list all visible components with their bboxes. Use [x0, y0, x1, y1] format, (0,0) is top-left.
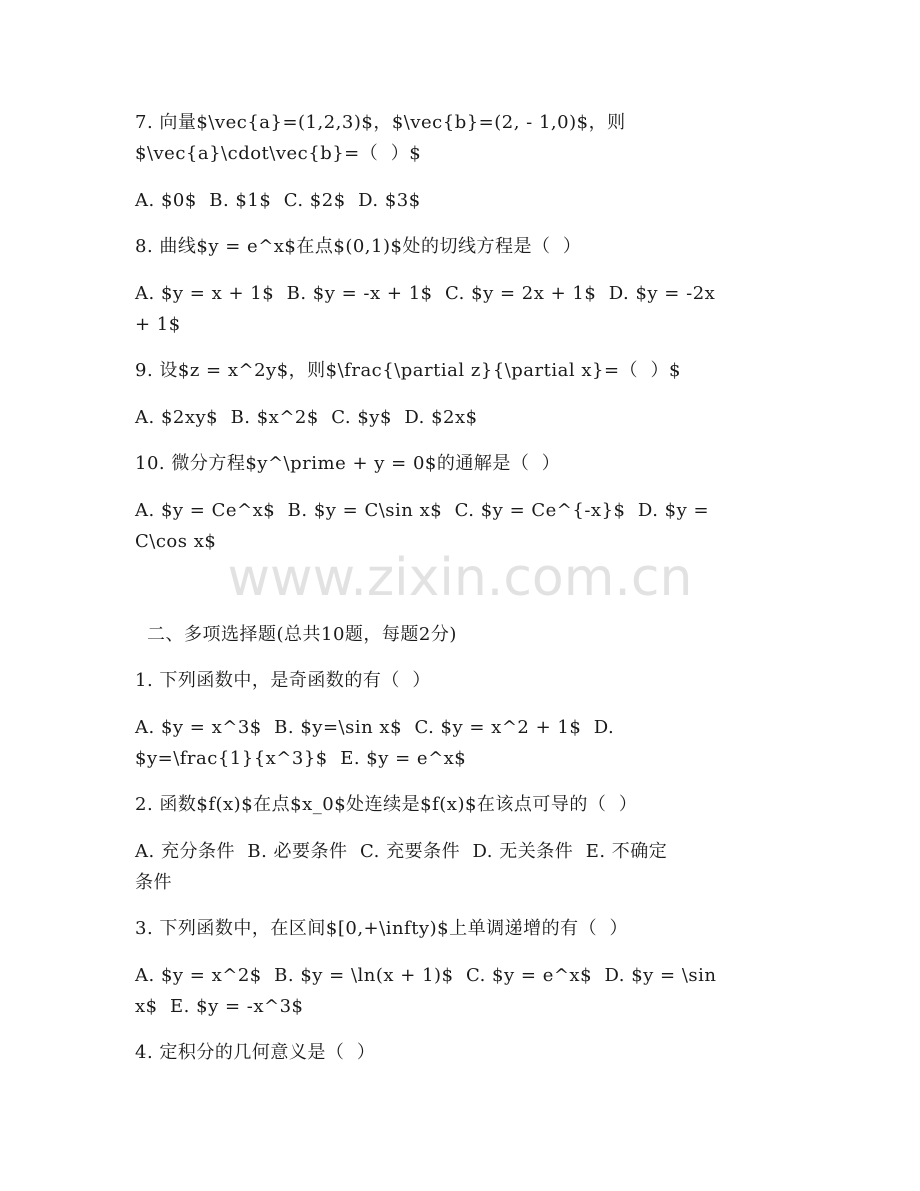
q7-options: A. $0$ B. $1$ C. $2$ D. $3$: [135, 190, 421, 211]
section-heading: 二、多项选择题(总共10题，每题2分): [147, 624, 457, 645]
mq1-options-line2: $y=\frac{1}{x^3}$ E. $y = e^x$: [135, 748, 467, 769]
mq3-options-line2: x$ E. $y = -x^3$: [135, 996, 304, 1017]
q7-stem-line1: 7. 向量$\vec{a}=(1,2,3)$，$\vec{b}=(2, - 1,0)$，则: [135, 112, 626, 133]
q8-options-line1: A. $y = x + 1$ B. $y = -x + 1$ C. $y = 2x + 1$ D. $y = -2x: [135, 283, 716, 304]
q9-options: A. $2xy$ B. $x^2$ C. $y$ D. $2x$: [135, 407, 478, 428]
mq1-stem: 1. 下列函数中，是奇函数的有（ ）: [135, 670, 431, 691]
q9-stem: 9. 设$z = x^2y$，则$\frac{\partial z}{\partial x}=（ ）$: [135, 360, 681, 381]
q10-options-line2: C\cos x$: [135, 531, 217, 552]
mq4-stem: 4. 定积分的几何意义是（ ）: [135, 1042, 376, 1063]
q7-stem-line2: $\vec{a}\cdot\vec{b}=（ ）$: [135, 143, 422, 164]
q8-stem: 8. 曲线$y = e^x$在点$(0,1)$处的切线方程是（ ）: [135, 236, 582, 257]
mq3-stem: 3. 下列函数中，在区间$[0,+\infty)$上单调递增的有（ ）: [135, 918, 629, 939]
mq2-stem: 2. 函数$f(x)$在点$x_0$处连续是$f(x)$在该点可导的（ ）: [135, 794, 638, 815]
mq2-options-line1: A. 充分条件 B. 必要条件 C. 充要条件 D. 无关条件 E. 不确定: [135, 841, 668, 862]
mq2-options-line2: 条件: [135, 872, 172, 893]
mq1-options-line1: A. $y = x^3$ B. $y=\sin x$ C. $y = x^2 + 1$ D.: [135, 717, 615, 738]
q10-stem: 10. 微分方程$y^\prime + y = 0$的通解是（ ）: [135, 453, 561, 474]
q10-options-line1: A. $y = Ce^x$ B. $y = C\sin x$ C. $y = Ce^{-x}$ D. $y =: [135, 500, 710, 521]
mq3-options-line1: A. $y = x^2$ B. $y = \ln(x + 1)$ C. $y = e^x$ D. $y = \sin: [135, 965, 717, 986]
watermark: www.zixin.com.cn: [227, 548, 693, 608]
q8-options-line2: + 1$: [135, 314, 181, 335]
